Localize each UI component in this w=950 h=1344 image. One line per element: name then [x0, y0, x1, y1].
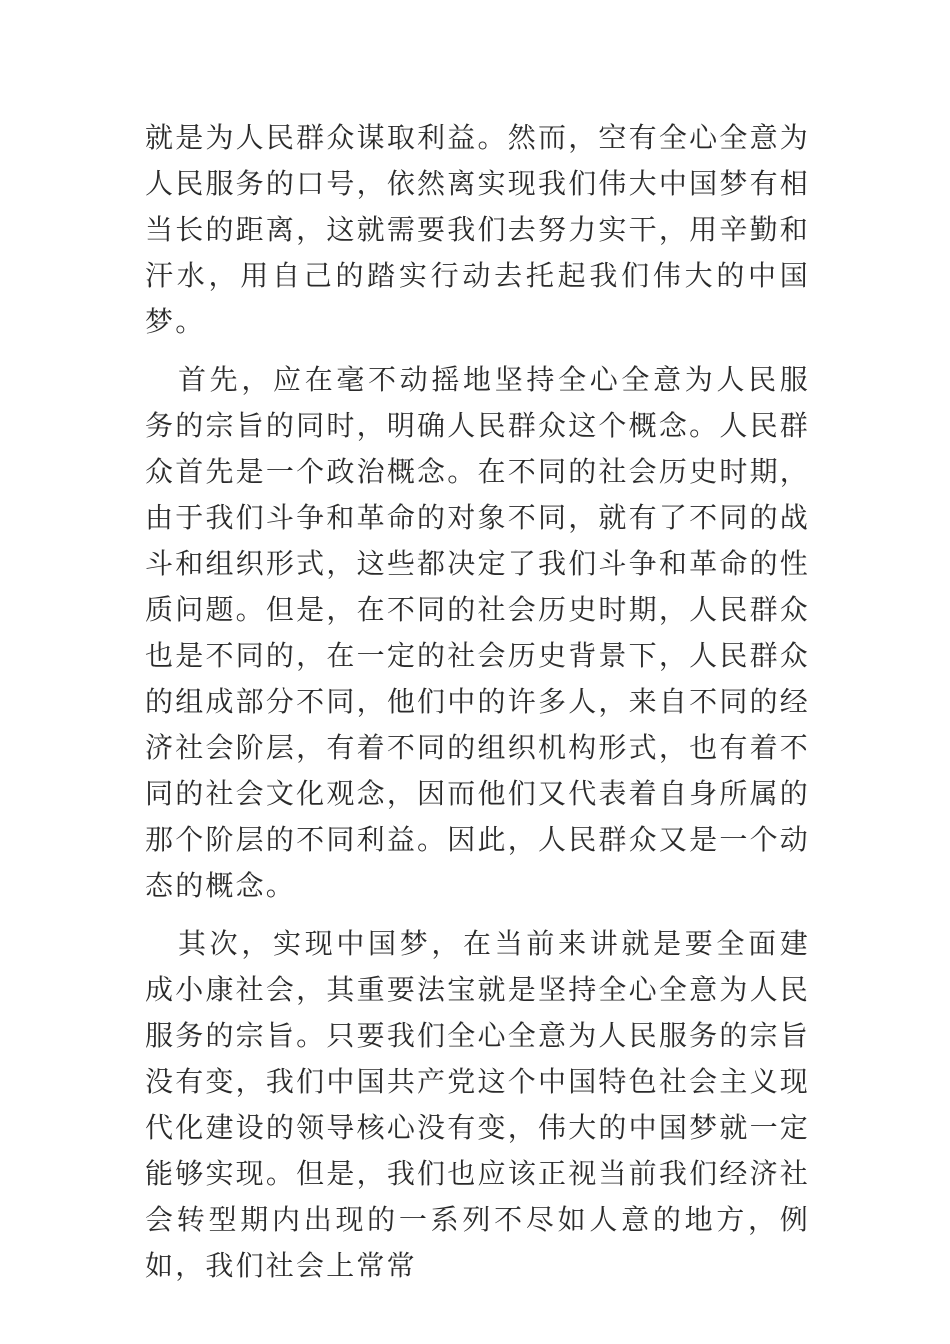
paragraph-first-point: 首先，应在毫不动摇地坚持全心全意为人民服务的宗旨的同时，明确人民群众这个概念。人民群众首先是一个政治概念。在不同的社会历史时期，由于我们斗争和革命的对象不同，就有了不同的战斗和组织形式，这些都决定了我们斗争和革命的性质问题。但是，在不同的社会历史时期，人民群众也是不同的，在一定的社会历史背景下，人民群众的组成部分不同，他们中的许多人，来自不同的经济社会阶层，有着不同的组织机构形式，也有着不同的社会文化观念，因而他们又代表着自身所属的那个阶层的不同利益。因此，人民群众又是一个动态的概念。	[145, 363, 810, 902]
paragraph-second-point: 其次，实现中国梦，在当前来讲就是要全面建成小康社会，其重要法宝就是坚持全心全意为人民服务的宗旨。只要我们全心全意为人民服务的宗旨没有变，我们中国共产党这个中国特色社会主义现代化建设的领导核心没有变，伟大的中国梦就一定能够实现。但是，我们也应该正视当前我们经济社会转型期内出现的一系列不尽如人意的地方，例如，我们社会上常常	[145, 927, 810, 1282]
paragraph-continuation: 就是为人民群众谋取利益。然而，空有全心全意为人民服务的口号，依然离实现我们伟大中国梦有相当长的距离，这就需要我们去努力实干，用辛勤和汗水，用自己的踏实行动去托起我们伟大的中国梦。	[145, 121, 810, 338]
document-body	[145, 115, 810, 1289]
